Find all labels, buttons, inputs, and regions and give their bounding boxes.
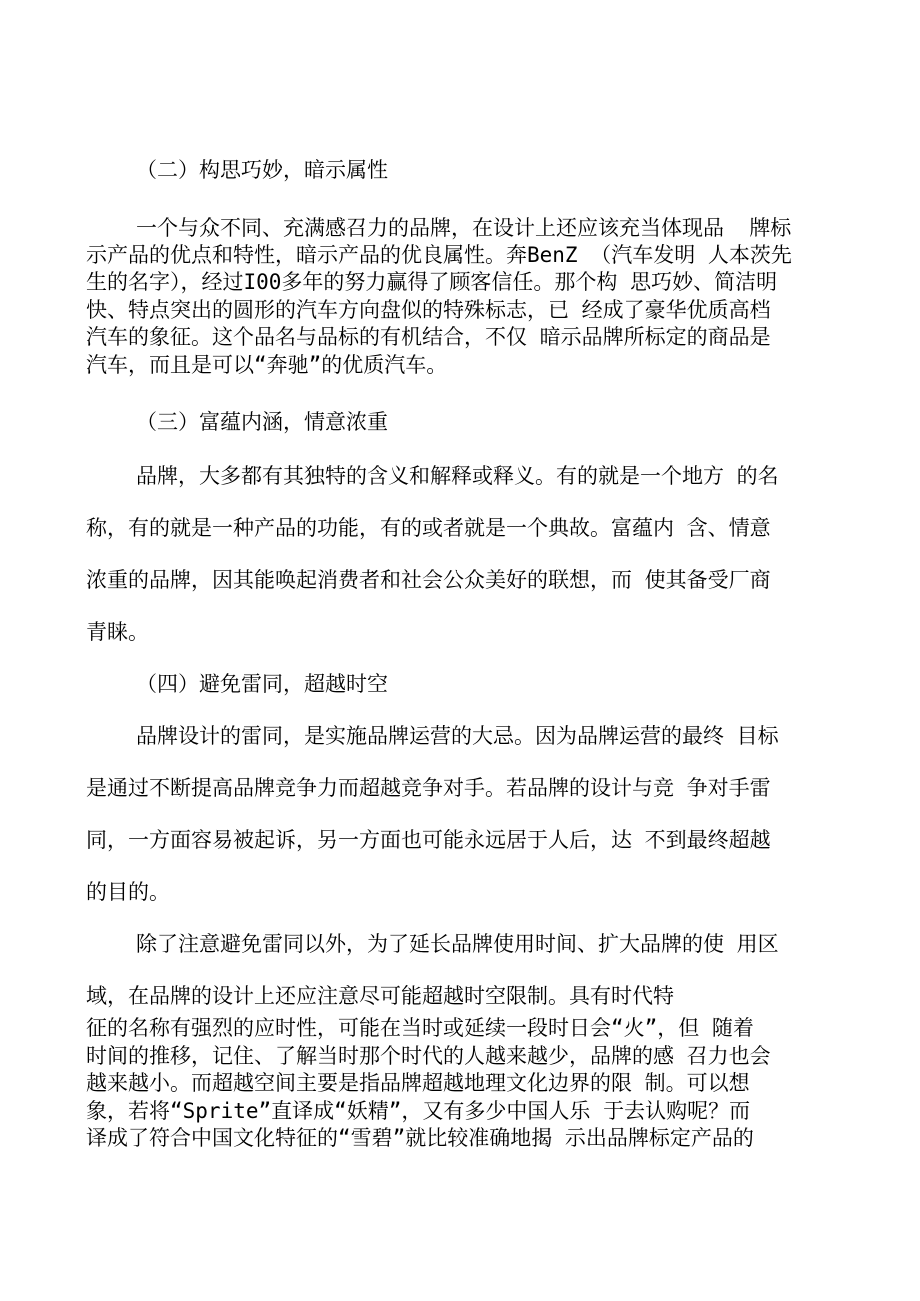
paragraph-line: 一个与众不同、充满感召力的品牌，在设计上还应该充当体现品 牌标 [136, 216, 792, 240]
paragraph-line: 象，若将“Sprite”直译成“妖精”，又有多少中国人乐 于去认购呢？而 [86, 1099, 751, 1123]
paragraph-line: 快、特点突出的圆形的汽车方向盘似的特殊标志，已 经成了豪华优质高档 [86, 298, 771, 322]
paragraph-line: 时间的推移，记住、了解当时那个时代的人越来越少，品牌的感 召力也会 [86, 1044, 771, 1068]
paragraph-line: 称，有的就是一种产品的功能，有的或者就是一个典故。富蕴内 含、情意 [86, 516, 771, 540]
paragraph-line: 译成了符合中国文化特征的“雪碧”就比较准确地揭 示出品牌标定产品的 [86, 1126, 754, 1150]
section-heading: （三）富蕴内涵，情意浓重 [136, 410, 388, 434]
paragraph-line: 品牌，大多都有其独特的含义和解释或释义。有的就是一个地方 的名 [136, 464, 779, 488]
paragraph-line: 征的名称有强烈的应时性，可能在当时或延续一段时日会“火”，但 随着 [86, 1016, 754, 1040]
paragraph-line: 是通过不断提高品牌竞争力而超越竞争对手。若品牌的设计与竞 争对手雷 [86, 776, 771, 800]
paragraph-line: 汽车，而且是可以“奔驰”的优质汽车。 [86, 353, 448, 377]
section-heading: （四）避免雷同，超越时空 [136, 672, 388, 696]
paragraph-line: 的目的。 [86, 880, 170, 904]
paragraph-line: 青睐。 [86, 620, 149, 644]
paragraph-line: 生的名字），经过I00多年的努力赢得了顾客信任。那个构 思巧妙、简洁明 [86, 270, 778, 294]
paragraph-line: 示产品的优点和特性，暗示产品的优良属性。奔BenZ （汽车发明 人本茨先 [86, 243, 792, 267]
paragraph-line: 域，在品牌的设计上还应注意尽可能超越时空限制。具有时代特 [86, 984, 674, 1008]
section-heading: （二）构思巧妙，暗示属性 [136, 158, 388, 182]
paragraph-line: 除了注意避免雷同以外，为了延长品牌使用时间、扩大品牌的使 用区 [136, 932, 779, 956]
paragraph-line: 同，一方面容易被起诉，另一方面也可能永远居于人后，达 不到最终超越 [86, 828, 771, 852]
paragraph-line: 品牌设计的雷同，是实施品牌运营的大忌。因为品牌运营的最终 目标 [136, 724, 779, 748]
paragraph-line: 汽车的象征。这个品名与品标的有机结合，不仅 暗示品牌所标定的商品是 [86, 325, 771, 349]
paragraph-line: 浓重的品牌，因其能唤起消费者和社会公众美好的联想，而 使其备受厂商 [86, 568, 771, 592]
paragraph-line: 越来越小。而超越空间主要是指品牌超越地理文化边界的限 制。可以想 [86, 1071, 750, 1095]
